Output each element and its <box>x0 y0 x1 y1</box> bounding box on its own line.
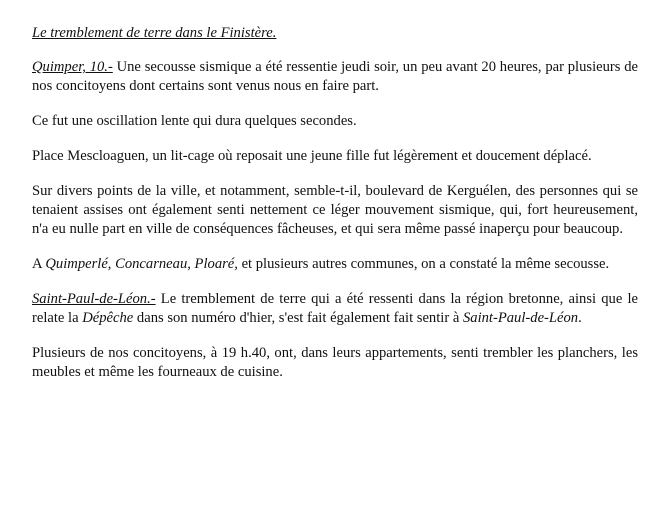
paragraph-saint-paul-end: . <box>578 310 582 326</box>
article <box>32 24 638 398</box>
paragraph-communes-prefix: A <box>32 256 46 272</box>
place-saint-paul: Saint-Paul-de-Léon <box>462 310 579 326</box>
paragraph-quimper-text: Une secousse sismique a été ressentie jeudi soir, un peu avant 20 heures, par plusieurs de nos concitoyens dont certains sont venus nous en faire part. <box>32 59 638 94</box>
paragraph-communes-text: et plusieurs autres communes, on a constaté la même secousse. <box>237 256 610 272</box>
paragraph-communes <box>32 255 638 274</box>
article-title: Le tremblement de terre dans le Finistère. <box>32 25 277 41</box>
paragraph-saint-paul <box>32 290 638 328</box>
paragraph-concitoyens: Plusieurs de nos concitoyens, à 19 h.40, ont, dans leurs appartements, senti trembler les planchers, les meubles et même les fourneaux de cuisine. <box>32 345 638 380</box>
paragraph-saint-paul-text-b: dans son numéro d'hier, s'est fait également fait sentir à <box>133 310 463 326</box>
dateline-saint-paul: Saint-Paul-de-Léon.- <box>32 291 156 307</box>
newspaper-name: Dépêche <box>82 310 134 326</box>
paragraph-saint-paul-text-a: Le tremblement de terre qui a été ressenti dans la région bretonne, ainsi que le relate la <box>32 291 638 326</box>
paragraph-quimper <box>32 58 638 96</box>
paragraph-kerguelen: Sur divers points de la ville, et notamment, semble-t-il, boulevard de Kerguélen, des personnes qui se tenaient assises ont également senti nettement ce léger mouvement sismique, qui, fort heureusement, n'a eu nulle part en ville de conséquences fâcheuses, et qui sera même passé inaperçu pour beaucoup. <box>32 183 638 237</box>
paragraph-mescloaguen: Place Mescloaguen, un lit-cage où reposait une jeune fille fut légèrement et doucement déplacé. <box>32 148 592 164</box>
communes-list: Quimperlé, Concarneau, Ploaré, <box>45 256 238 272</box>
dateline-quimper: Quimper, 10.- <box>32 59 113 75</box>
paragraph-oscillation: Ce fut une oscillation lente qui dura quelques secondes. <box>32 113 357 129</box>
